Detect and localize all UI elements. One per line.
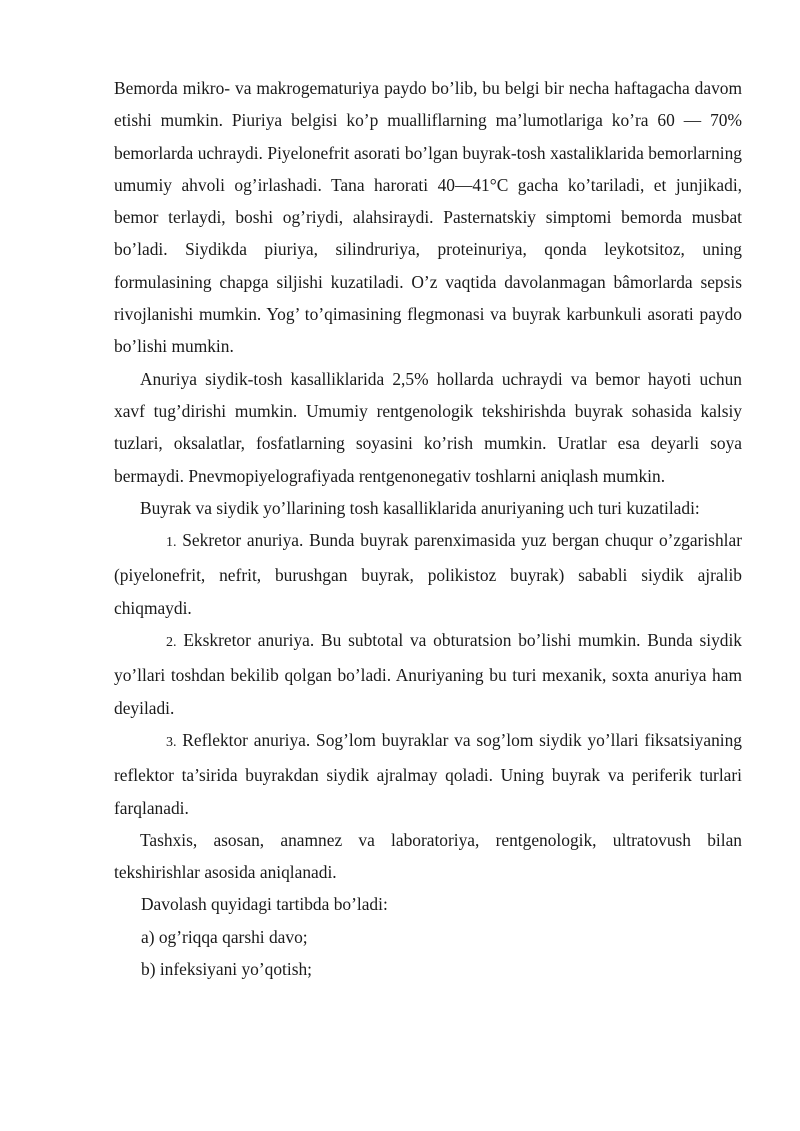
document-page: [114, 72, 742, 985]
paragraph-diagnosis: Tashxis, asosan, anamnez va laboratoriya, rentgenologik, ultratovush bilan tekshirishlar asosida aniqlanadi.: [114, 829, 742, 883]
list-text: Ekskretor anuriya. Bu subtotal va obturatsion bo’lishi mumkin. Bunda siydik yo’llari toshdan bekilib qolgan bo’ladi. Anuriyaning bu turi mexanik, soxta anuriya ham deyiladi.: [114, 630, 743, 718]
list-item: [114, 524, 742, 624]
treatment-item-b: b) infeksiyani yo’qotish;: [141, 959, 312, 980]
list-number: 2.: [166, 635, 177, 651]
paragraph-anuria-types-intro: Buyrak va siydik yo’llarining tosh kasalliklarida anuriyaning uch turi kuzatiladi:: [140, 497, 700, 518]
list-text: Sekretor anuriya. Bunda buyrak parenximasida yuz bergan chuqur o’zgarishlar (piyelonefrit, nefrit, burushgan buyrak, polikistoz buyrak) sababli siydik ajralib chiqmaydi.: [114, 530, 742, 618]
paragraph-anuria: Anuriya siydik-tosh kasalliklarida 2,5% hollarda uchraydi va bemor hayoti uchun xavf tug’dirishi mumkin. Umumiy rentgenologik tekshirishda buyrak sohasida kalsiy tuzlari, oksalatlar, fosfatlarning soyasini ko’rish mumkin. Uratlar esa deyarli soya bermaydi. Pnevmopiyelografiyada rentgenonegativ toshlarni aniqlash mumkin.: [114, 368, 742, 486]
treatment-intro: Davolash quyidagi tartibda bo’ladi:: [141, 894, 388, 915]
list-number: 3.: [166, 734, 177, 750]
list-item: [114, 624, 742, 724]
list-number: 1.: [166, 535, 177, 551]
list-item: [114, 724, 742, 824]
list-text: Reflektor anuriya. Sog’lom buyraklar va sog’lom siydik yo’llari fiksatsiyaning reflektor ta’sirida buyrakdan siydik ajralmay qoladi. Uning buyrak va periferik turlari farqlanadi.: [114, 729, 742, 818]
paragraph-symptoms: Bemorda mikro- va makrogematuriya paydo bo’lib, bu belgi bir necha haftagacha davom etishi mumkin. Piuriya belgisi ko’p mualliflarning ma’lumotlariga ko’ra 60 — 70% bemorlarda uchraydi. Piyelonefrit asorati bo’lgan buyrak-tosh xastaliklarida bemorlarning umumiy ahvoli og’irlashadi. Tana harorati 40—41°C gacha ko’tariladi, et junjikadi, bemor terlaydi, boshi og’riydi, alahsiraydi. Pasternatskiy simptomi bemorda musbat bo’ladi. Siydikda piuriya, silindruriya, proteinuriya, qonda leykotsitoz, uning formulasining chapga siljishi kuzatiladi. O’z vaqtida davolanmagan bâmorlarda sepsis rivojlanishi mumkin. Yog’ to’qimasining flegmonasi va buyrak karbunkuli asorati paydo bo’lishi mumkin.: [114, 78, 742, 357]
treatment-item-a: a) og’riqqa qarshi davo;: [141, 926, 308, 947]
